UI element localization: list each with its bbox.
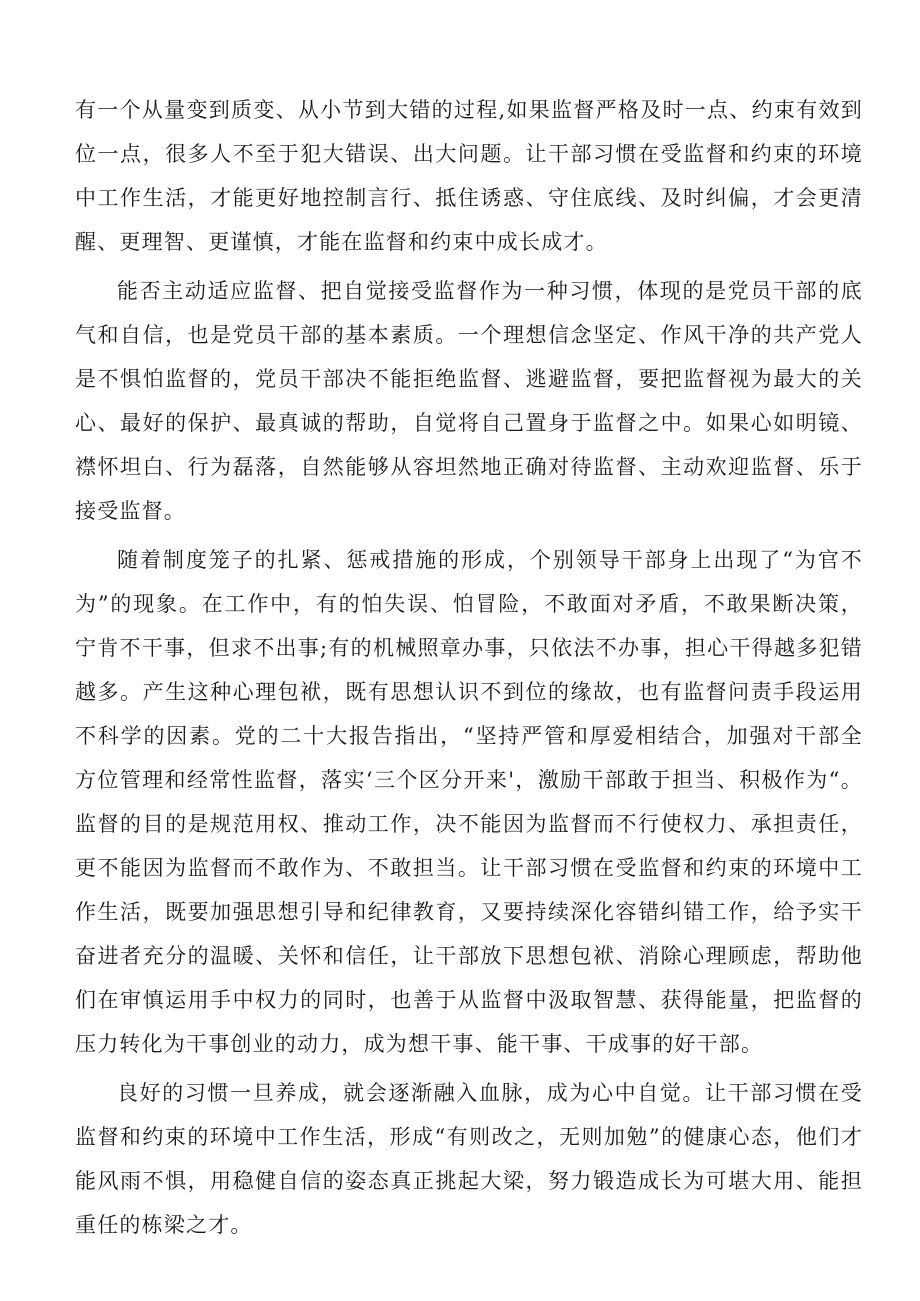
paragraph-1: 有一个从量变到质变、从小节到大错的过程,如果监督严格及时一点、约束有效到位一点，很多人不至于犯大错误、出大问题。让干部习惯在受监督和约束的环境中工作生活，才能更好地控制言行、抵住诱惑、守住底线、及时纠偏，才会更清醒、更理智、更谨慎，才能在监督和约束中成长成才。 [75, 98, 863, 254]
paragraph-3: 随着制度笼子的扎紧、惩戒措施的形成，个别领导干部身上出现了“为官不为”的现象。在工作中，有的怕失误、怕冒险，不敢面对矛盾，不敢果断决策，宁肯不干事，但求不出事;有的机械照章办事，只依法不办事，担心干得越多犯错越多。产生这种心理包袱，既有思想认识不到位的缘故，也有监督问责手段运用不科学的因素。党的二十大报告指出，“坚持严管和厚爱相结合，加强对干部全方位管理和经常性监督，落实‘三个区分开来'，激励干部敢于担当、积极作为“。监督的目的是规范用权、推动工作，决不能因为监督而不行使权力、承担责任，更不能因为监督而不敢作为、不敢担当。让干部习惯在受监督和约束的环境中工作生活，既要加强思想引导和纪律教育，又要持续深化容错纠错工作，给予实干奋进者充分的温暖、关怀和信任，让干部放下思想包袱、消除心理顾虑，帮助他们在审慎运用手中权力的同时，也善于从监督中汲取智慧、获得能量，把监督的压力转化为干事创业的动力，成为想干事、能干事、干成事的好干部。 [75, 548, 863, 1056]
paragraph-2: 能否主动适应监督、把自觉接受监督作为一种习惯，体现的是党员干部的底气和自信，也是党员干部的基本素质。一个理想信念坚定、作风干净的共产党人是不惧怕监督的，党员干部决不能拒绝监督、逃避监督，要把监督视为最大的关心、最好的保护、最真诚的帮助，自觉将自己置身于监督之中。如果心如明镜、襟怀坦白、行为磊落，自然能够从容坦然地正确对待监督、主动欢迎监督、乐于接受监督。 [75, 279, 863, 523]
document-body [75, 88, 863, 1252]
paragraph-4: 良好的习惯一旦养成，就会逐渐融入血脉，成为心中自觉。让干部习惯在受监督和约束的环境中工作生活，形成“有则改之，无则加勉”的健康心态，他们才能风雨不惧，用稳健自信的姿态真正挑起大梁，努力锻造成长为可堪大用、能担重任的栋梁之才。 [75, 1081, 863, 1237]
